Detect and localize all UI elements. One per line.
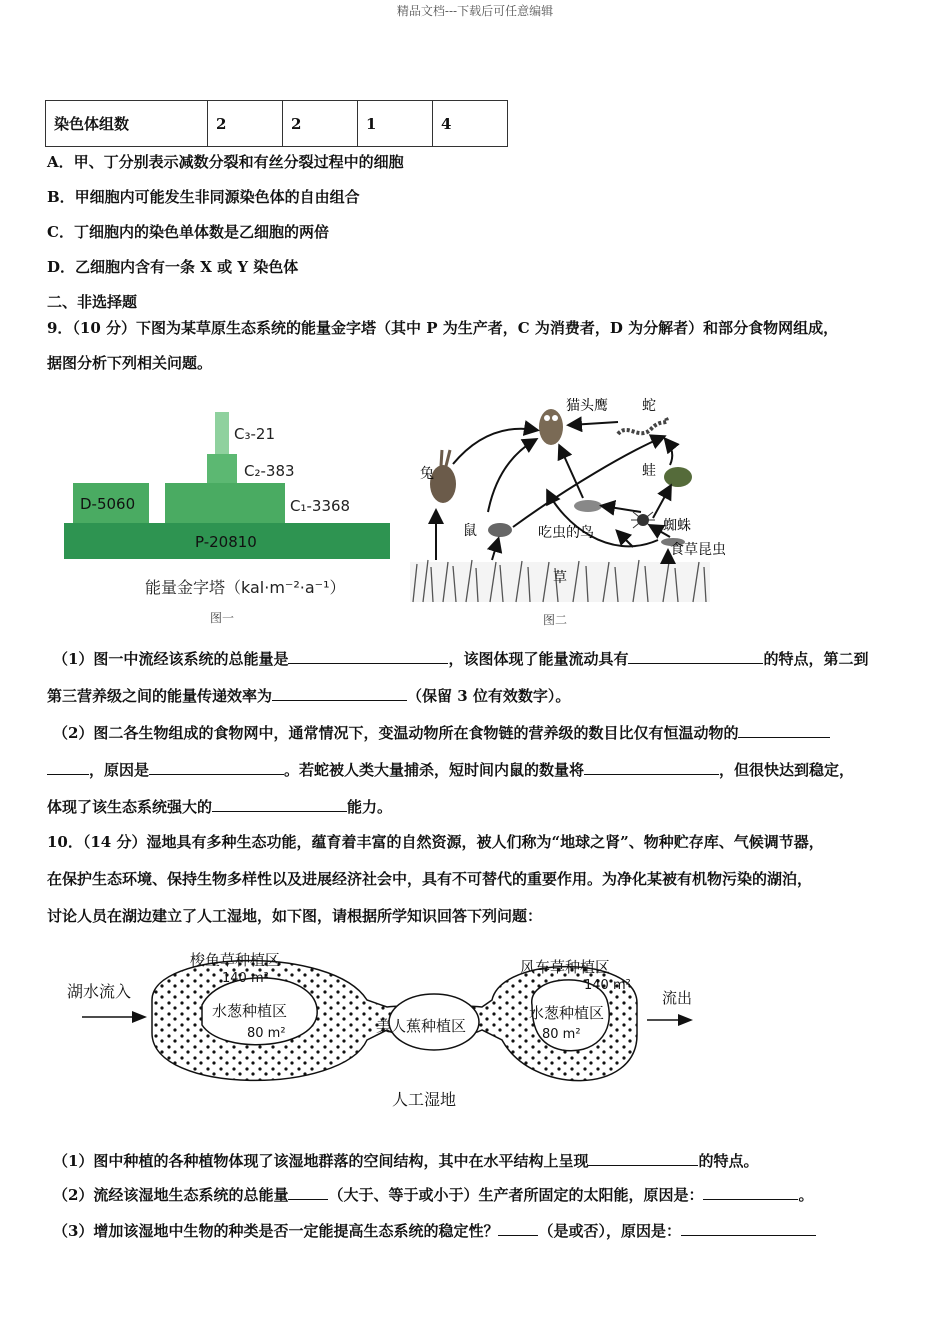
q9-stem: 9．（10 分）下图为某草原生态系统的能量金字塔（其中 P 为生产者，C 为消费者，D 为分解者）和部分食物网组成， — [47, 319, 839, 337]
option-c: C．丁细胞内的染色单体数是乙细胞的两倍 — [47, 223, 329, 241]
answer-blank[interactable] — [272, 685, 407, 701]
option-b: B．甲细胞内可能发生非同源染色体的自由组合 — [47, 188, 360, 206]
owl-icon — [539, 409, 563, 445]
mouse-icon — [488, 523, 512, 537]
mouse-label: 鼠 — [463, 523, 477, 539]
q9-part1-line2: 第三营养级之间的能量传递效率为 （保留 3 位有效数字）。 — [47, 687, 571, 705]
snake-icon — [618, 418, 667, 434]
pyramid-c2-label: C₂-383 — [244, 462, 295, 480]
q9-part1-line1: （1）图一中流经该系统的总能量是 ，该图体现了能量流动具有 的特点，第二到 — [53, 650, 869, 668]
table-cell: 2 — [208, 101, 283, 147]
page-header: 精品文档---下载后可任意编辑 — [396, 4, 554, 18]
spider-label: 蜘蛛 — [663, 518, 691, 534]
answer-blank[interactable] — [681, 1220, 816, 1236]
figure-label: 图一 — [210, 611, 235, 625]
area5-label: 80 m² — [542, 1027, 581, 1042]
zone5-label: 水葱种植区 — [529, 1004, 605, 1022]
pyramid-p-label: P-20810 — [195, 533, 257, 551]
option-d: D．乙细胞内含有一条 X 或 Y 染色体 — [47, 258, 299, 276]
q10-stem: 10．（14 分）湿地具有多种生态功能，蕴育着丰富的自然资源，被人们称为“地球之肾”、物种贮存库、气候调节器， — [47, 833, 824, 851]
table-row — [46, 101, 508, 147]
area2-label: 80 m² — [247, 1026, 286, 1041]
q10-part1: （1）图中种植的各种植物体现了该湿地群落的空间结构，其中在水平结构上呈现 的特点。 — [53, 1152, 759, 1170]
q9-part2-line3: 体现了该生态系统强大的 能力。 — [47, 798, 393, 816]
answer-blank[interactable] — [498, 1220, 538, 1236]
answer-blank[interactable] — [588, 1150, 698, 1166]
wetland-caption: 人工湿地 — [392, 1090, 457, 1109]
section-title: 二、非选择题 — [47, 293, 138, 311]
answer-blank[interactable] — [584, 759, 719, 775]
pyramid-caption: 能量金字塔（kal·m⁻²·a⁻¹） — [145, 578, 346, 597]
inflow-label: 湖水流入 — [67, 982, 132, 1001]
answer-blank[interactable] — [628, 648, 763, 664]
food-web-figure — [408, 392, 726, 630]
q9-part2-line1: （2）图二各生物组成的食物网中，通常情况下，变温动物所在食物链的营养级的数目比仅有恒温动物的 — [53, 722, 830, 743]
zone3-label: 美人蕉种植区 — [376, 1017, 467, 1035]
outflow-label: 流出 — [662, 989, 693, 1007]
q10-stem: 在保护生态环境、保持生物多样性以及进展经济社会中，具有不可替代的重要作用。为净化某被有机物污染的湖泊， — [47, 870, 813, 888]
area4-label: 140 m² — [584, 978, 631, 993]
rabbit-label: 兔 — [420, 466, 434, 482]
answer-blank[interactable] — [47, 759, 89, 775]
area1-label: 140 m² — [222, 971, 269, 986]
insect-label: 食草昆虫 — [670, 542, 726, 558]
answer-blank[interactable] — [288, 1184, 328, 1200]
bird-icon — [574, 500, 602, 512]
wetland-figure — [62, 945, 702, 1117]
zone4-label: 风车草种植区 — [520, 958, 611, 976]
frog-icon — [664, 467, 692, 487]
zone1-label: 梭鱼草种植区 — [190, 951, 281, 969]
table-cell: 2 — [283, 101, 358, 147]
energy-pyramid-figure — [60, 405, 395, 630]
answer-blank[interactable] — [212, 796, 347, 812]
owl-label: 猫头鹰 — [566, 398, 608, 414]
q10-part2: （2）流经该湿地生态系统的总能量 （大于、等于或小于）生产者所固定的太阳能，原因是： 。 — [53, 1186, 814, 1204]
table-cell: 染色体组数 — [46, 101, 208, 147]
table-cell: 1 — [358, 101, 433, 147]
option-a: A．甲、丁分别表示减数分裂和有丝分裂过程中的细胞 — [47, 153, 404, 171]
pyramid-c1-label: C₁-3368 — [290, 497, 351, 515]
snake-label: 蛇 — [642, 398, 656, 414]
figure-label: 图二 — [543, 613, 568, 627]
chromosome-table — [45, 100, 508, 147]
q10-stem: 讨论人员在湖边建立了人工湿地，如下图，请根据所学知识回答下列问题： — [47, 907, 543, 925]
q9-part2-line2: ，原因是 。若蛇被人类大量捕杀，短时间内鼠的数量将 ，但很快达到稳定， — [47, 759, 854, 780]
q10-part3: （3）增加该湿地中生物的种类是否一定能提高生态系统的稳定性？ （是或否），原因是： — [53, 1220, 816, 1241]
frog-label: 蛙 — [642, 463, 656, 479]
pyramid-d-label: D-5060 — [80, 495, 136, 513]
bird-label: 吃虫的鸟 — [538, 525, 594, 541]
table-cell: 4 — [433, 101, 508, 147]
grass-label: 草 — [553, 570, 567, 586]
answer-blank[interactable] — [149, 759, 284, 775]
q9-stem: 据图分析下列相关问题。 — [47, 354, 213, 372]
answer-blank[interactable] — [288, 648, 448, 664]
answer-blank[interactable] — [703, 1184, 798, 1200]
zone2-label: 水葱种植区 — [212, 1002, 288, 1020]
pyramid-c3-label: C₃-21 — [234, 425, 275, 443]
answer-blank[interactable] — [738, 722, 830, 738]
